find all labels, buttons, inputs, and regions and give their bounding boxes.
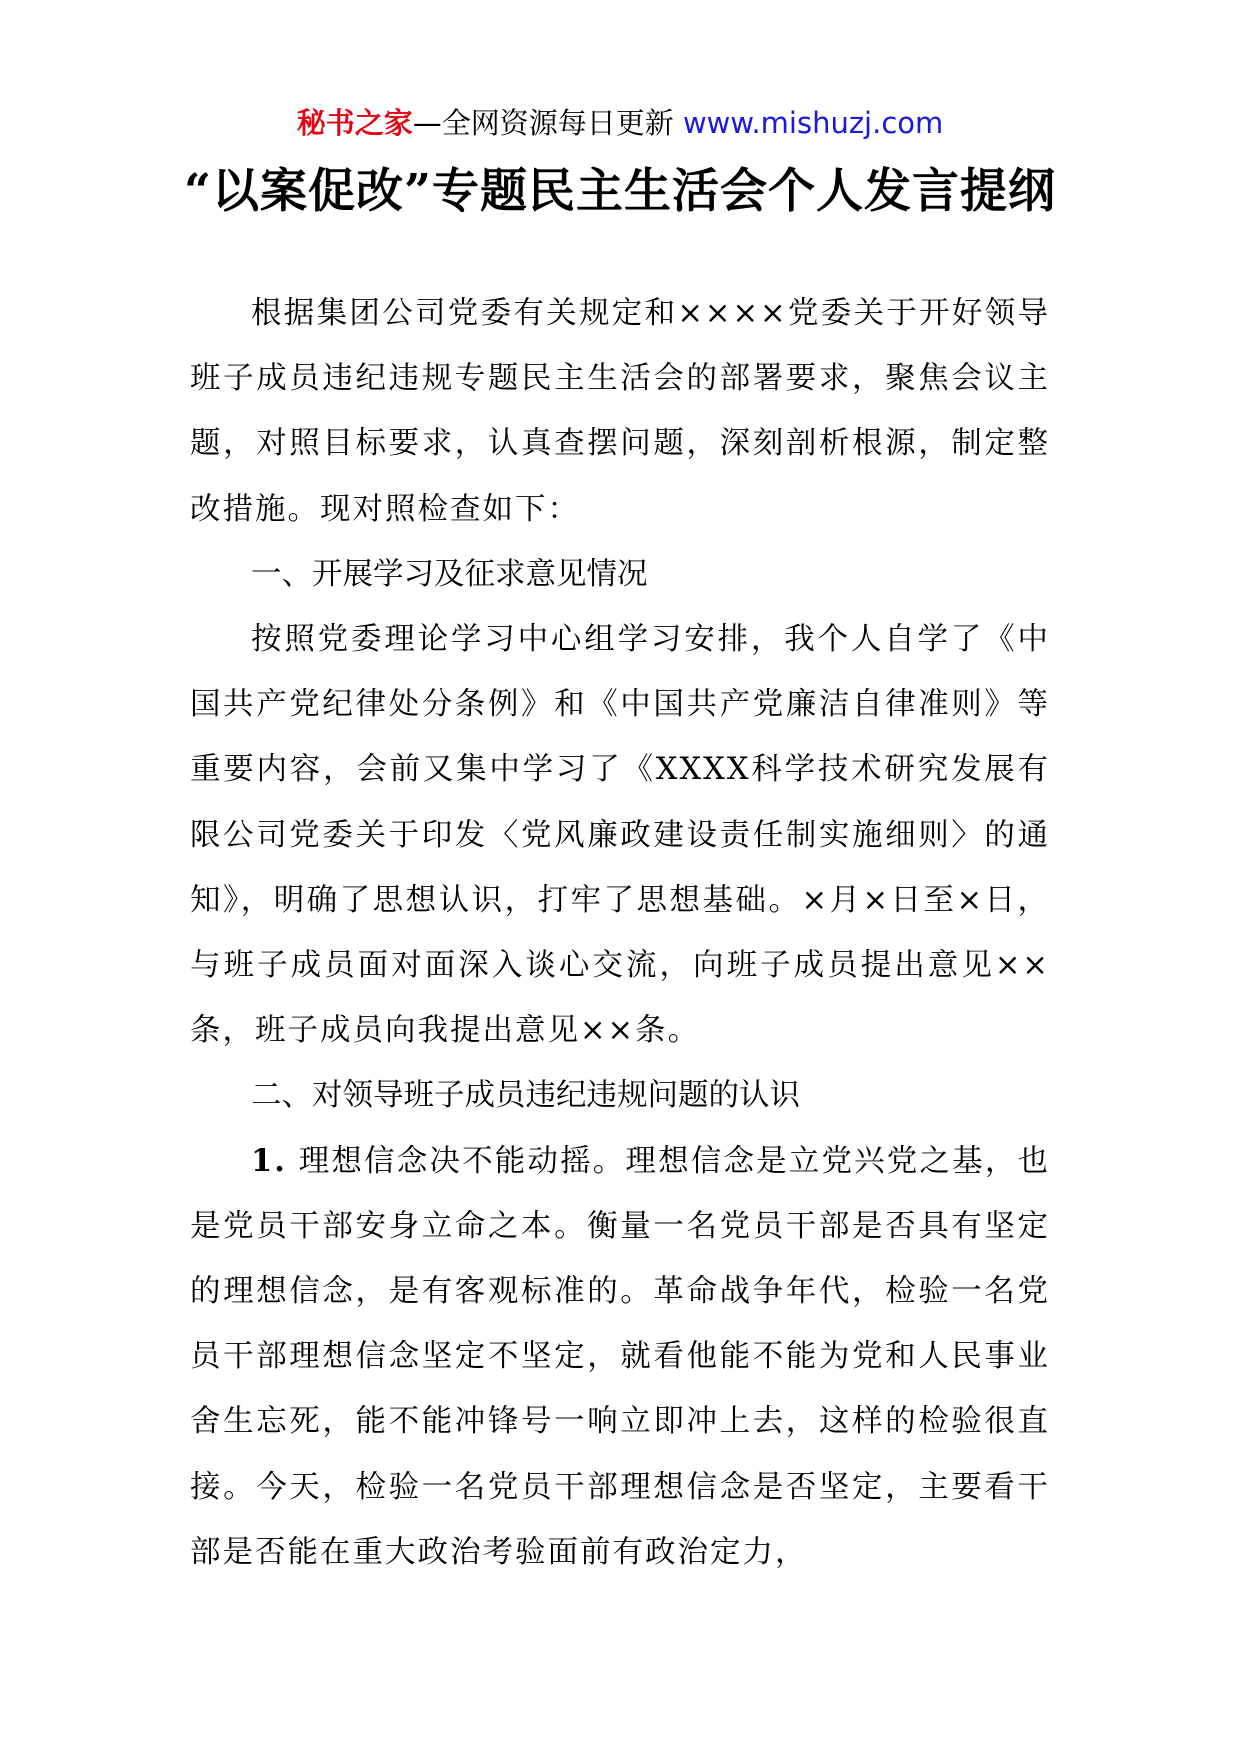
document-body xyxy=(190,281,1050,1585)
intro-paragraph: 根据集团公司党委有关规定和××××党委关于开好领导班子成员违纪违规专题民主生活会的部署要求，聚焦会议主题，对照目标要求，认真查摆问题，深刻剖析根源，制定整改措施。现对照检查如下： xyxy=(190,296,1050,527)
section-heading-2: 二、对领导班子成员违纪违规问题的认识 xyxy=(251,1078,800,1114)
item-1-number: 1. xyxy=(251,1142,287,1179)
item-1-paragraph xyxy=(190,1129,1050,1585)
site-tagline: —全网资源每日更新 xyxy=(412,106,674,140)
document-title: “以案促改”专题民主生活会个人发言提纲 xyxy=(183,164,1057,219)
site-brand: 秘书之家 xyxy=(296,106,413,140)
section-heading-1: 一、开展学习及征求意见情况 xyxy=(251,556,648,592)
item-1-text: 理想信念决不能动摇。理想信念是立党兴党之基，也是党员干部安身立命之本。衡量一名党员干部是否具有坚定的理想信念，是有客观标准的。革命战争年代，检验一名党员干部理想信念坚定不坚定，就看他能不能为党和人民事业舍生忘死，能不能冲锋号一响立即冲上去，这样的检验很直接。今天，检验一名党员干部理想信念是否坚定，主要看干部是否能在重大政治考验面前有政治定力， xyxy=(190,1143,1050,1570)
site-header xyxy=(0,104,1240,142)
site-url[interactable]: www.mishuzj.com xyxy=(682,106,944,140)
study-paragraph: 按照党委理论学习中心组学习安排，我个人自学了《中国共产党纪律处分条例》和《中国共产党廉洁自律准则》等重要内容，会前又集中学习了《XXXX科学技术研究发展有限公司党委关于印发〈党风廉政建设责任制实施细则〉的通知》，明确了思想认识，打牢了思想基础。×月×日至×日，与班子成员面对面深入谈心交流，向班子成员提出意见××条，班子成员向我提出意见××条。 xyxy=(190,622,1050,1049)
